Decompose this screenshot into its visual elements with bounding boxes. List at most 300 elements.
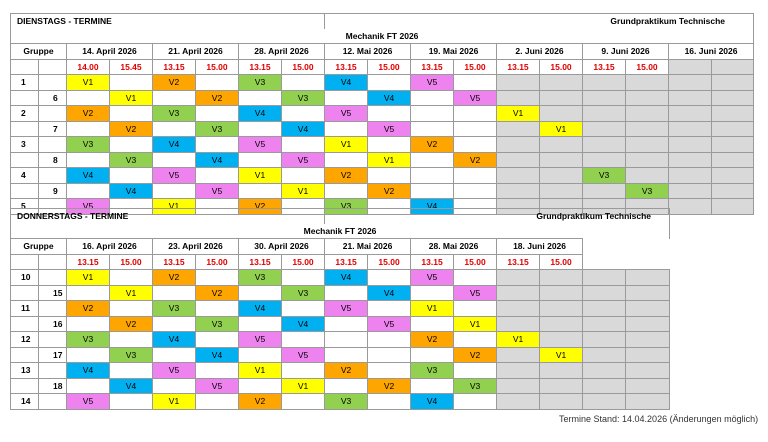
empty-cell <box>454 121 497 137</box>
empty-cell <box>153 152 196 168</box>
experiment-slot: V5 <box>153 363 196 379</box>
empty-cell <box>153 378 196 394</box>
group-number <box>11 121 39 137</box>
empty-cell <box>110 75 153 91</box>
empty-cell <box>454 301 497 317</box>
empty-cell <box>67 316 110 332</box>
time-header: 15.45 <box>110 59 153 75</box>
unavailable-cell <box>583 363 626 379</box>
empty-cell <box>325 378 368 394</box>
experiment-slot: V1 <box>67 270 110 286</box>
experiment-slot: V3 <box>239 75 282 91</box>
unavailable-cell <box>626 168 669 184</box>
experiment-slot: V5 <box>454 90 497 106</box>
group-number-secondary <box>39 394 67 410</box>
date-header: 16. Juni 2026 <box>669 44 754 60</box>
empty-cell <box>368 347 411 363</box>
unavailable-cell <box>626 394 670 410</box>
experiment-slot: V4 <box>368 285 411 301</box>
experiment-slot: V3 <box>67 332 110 348</box>
unavailable-cell <box>712 199 754 215</box>
unavailable-cell <box>712 121 754 137</box>
group-number: 1 <box>11 75 39 91</box>
date-header: 18. Juni 2026 <box>497 239 583 255</box>
experiment-slot: V2 <box>454 152 497 168</box>
empty-cell <box>411 152 454 168</box>
experiment-slot: V1 <box>239 168 282 184</box>
group-number: 11 <box>11 301 39 317</box>
unavailable-cell <box>626 363 670 379</box>
empty-cell <box>239 152 282 168</box>
group-row <box>11 378 670 394</box>
unavailable-cell <box>583 394 626 410</box>
unavailable-cell <box>669 75 712 91</box>
experiment-slot: V3 <box>239 270 282 286</box>
time-header: 13.15 <box>239 254 282 270</box>
experiment-slot: V4 <box>282 121 325 137</box>
experiment-slot: V2 <box>411 137 454 153</box>
empty-cell <box>153 121 196 137</box>
empty-cell <box>196 394 239 410</box>
experiment-slot: V3 <box>153 301 196 317</box>
empty-cell <box>282 332 325 348</box>
experiment-slot: V5 <box>411 270 454 286</box>
unavailable-cell <box>583 137 626 153</box>
group-row <box>11 152 754 168</box>
empty-cell <box>454 332 497 348</box>
empty-cell <box>239 378 282 394</box>
empty-cell <box>325 152 368 168</box>
empty-cell <box>325 90 368 106</box>
unavailable-cell <box>583 270 626 286</box>
experiment-slot: V3 <box>196 121 239 137</box>
experiment-slot: V5 <box>368 121 411 137</box>
empty-cell <box>196 332 239 348</box>
empty-cell <box>153 285 196 301</box>
time-header: 15.00 <box>368 59 411 75</box>
empty-cell <box>411 90 454 106</box>
unavailable-cell <box>540 152 583 168</box>
unavailable-cell <box>583 316 626 332</box>
experiment-slot: V1 <box>67 75 110 91</box>
status-footer: Termine Stand: 14.04.2026 (Änderungen möglich) <box>559 414 759 424</box>
group-row <box>11 106 754 122</box>
tuesday-schedule-table <box>10 13 754 215</box>
experiment-slot: V1 <box>110 285 153 301</box>
date-header: 28. April 2026 <box>239 44 325 60</box>
unavailable-cell <box>583 332 626 348</box>
empty-cell <box>282 301 325 317</box>
group-row <box>11 75 754 91</box>
date-header: 28. Mai 2026 <box>411 239 497 255</box>
experiment-slot: V2 <box>196 90 239 106</box>
unavailable-cell <box>626 270 670 286</box>
group-row <box>11 394 670 410</box>
unavailable-cell <box>497 378 540 394</box>
unavailable-cell <box>540 316 583 332</box>
empty-cell <box>39 254 67 270</box>
empty-cell <box>110 301 153 317</box>
unavailable-cell <box>626 285 670 301</box>
experiment-slot: V5 <box>325 301 368 317</box>
experiment-slot: V1 <box>411 301 454 317</box>
empty-cell <box>454 183 497 199</box>
group-number-secondary <box>39 301 67 317</box>
empty-cell <box>153 90 196 106</box>
empty-cell <box>196 75 239 91</box>
group-column-header: Gruppe <box>11 239 67 255</box>
experiment-slot: V1 <box>282 183 325 199</box>
empty-cell <box>411 183 454 199</box>
unavailable-cell <box>540 75 583 91</box>
group-number-secondary <box>39 332 67 348</box>
empty-cell <box>11 254 39 270</box>
empty-cell <box>454 137 497 153</box>
time-header: 13.15 <box>325 59 368 75</box>
group-number-secondary <box>39 106 67 122</box>
empty-cell <box>411 316 454 332</box>
unavailable-cell <box>583 301 626 317</box>
unavailable-cell <box>626 332 670 348</box>
empty-cell <box>196 106 239 122</box>
group-number: 14 <box>11 394 39 410</box>
time-header: 13.15 <box>67 254 110 270</box>
empty-cell <box>110 106 153 122</box>
unavailable-cell <box>497 301 540 317</box>
unavailable-cell <box>540 270 583 286</box>
empty-cell <box>67 152 110 168</box>
experiment-slot: V5 <box>368 316 411 332</box>
unavailable-cell <box>583 106 626 122</box>
experiment-slot: V3 <box>153 106 196 122</box>
empty-cell <box>368 106 411 122</box>
unavailable-cell <box>669 183 712 199</box>
empty-cell <box>239 121 282 137</box>
date-header: 2. Juni 2026 <box>497 44 583 60</box>
experiment-slot: V3 <box>282 90 325 106</box>
group-row <box>11 183 754 199</box>
empty-cell <box>196 363 239 379</box>
experiment-slot: V1 <box>153 199 196 215</box>
experiment-slot: V5 <box>196 183 239 199</box>
experiment-slot: V5 <box>67 394 110 410</box>
group-number <box>11 183 39 199</box>
group-number <box>11 378 39 394</box>
empty-cell <box>325 121 368 137</box>
empty-cell <box>368 75 411 91</box>
empty-cell <box>282 137 325 153</box>
experiment-slot: V1 <box>497 106 540 122</box>
empty-cell <box>325 332 368 348</box>
unavailable-cell <box>669 106 712 122</box>
empty-cell <box>282 363 325 379</box>
empty-cell <box>67 285 110 301</box>
time-header: 15.00 <box>540 254 583 270</box>
unavailable-cell <box>583 152 626 168</box>
experiment-slot: V2 <box>153 75 196 91</box>
experiment-slot: V4 <box>239 106 282 122</box>
experiment-slot: V4 <box>368 90 411 106</box>
unavailable-cell <box>497 152 540 168</box>
empty-cell <box>110 168 153 184</box>
group-number <box>11 90 39 106</box>
unavailable-cell <box>669 137 712 153</box>
empty-cell <box>196 270 239 286</box>
group-row <box>11 168 754 184</box>
experiment-slot: V2 <box>411 332 454 348</box>
experiment-slot: V2 <box>67 106 110 122</box>
unavailable-cell <box>669 168 712 184</box>
empty-cell <box>239 285 282 301</box>
unavailable-cell <box>712 168 754 184</box>
group-number-secondary <box>39 137 67 153</box>
group-row <box>11 285 670 301</box>
thursday-time-header-row <box>11 254 670 270</box>
unavailable-cell <box>626 121 669 137</box>
unavailable-cell <box>540 363 583 379</box>
experiment-slot: V2 <box>67 301 110 317</box>
group-number-secondary: 16 <box>39 316 67 332</box>
unavailable-cell <box>540 137 583 153</box>
group-number: 12 <box>11 332 39 348</box>
unavailable-cell <box>540 394 583 410</box>
empty-cell <box>153 347 196 363</box>
experiment-slot: V1 <box>110 90 153 106</box>
empty-cell <box>411 106 454 122</box>
empty-cell <box>411 347 454 363</box>
empty-cell <box>411 285 454 301</box>
experiment-slot: V5 <box>282 347 325 363</box>
experiment-slot: V5 <box>67 199 110 215</box>
unavailable-cell <box>497 316 540 332</box>
experiment-slot: V3 <box>110 152 153 168</box>
experiment-slot: V3 <box>583 168 626 184</box>
time-header: 15.00 <box>626 59 669 75</box>
empty-cell <box>454 394 497 410</box>
empty-cell <box>153 183 196 199</box>
group-row <box>11 137 754 153</box>
unavailable-cell <box>583 121 626 137</box>
experiment-slot: V5 <box>282 152 325 168</box>
date-header: 21. April 2026 <box>153 44 239 60</box>
experiment-slot: V5 <box>239 137 282 153</box>
experiment-slot: V4 <box>325 75 368 91</box>
experiment-slot: V1 <box>282 378 325 394</box>
empty-cell <box>411 121 454 137</box>
unavailable-cell <box>669 90 712 106</box>
experiment-slot: V5 <box>196 378 239 394</box>
unavailable-cell <box>626 152 669 168</box>
unavailable-cell <box>497 285 540 301</box>
empty-cell <box>39 59 67 75</box>
date-header: 16. April 2026 <box>67 239 153 255</box>
empty-cell <box>196 301 239 317</box>
experiment-slot: V4 <box>282 316 325 332</box>
empty-cell <box>368 363 411 379</box>
group-number-secondary <box>39 363 67 379</box>
unavailable-cell <box>626 90 669 106</box>
unavailable-cell <box>712 75 754 91</box>
experiment-slot: V4 <box>110 183 153 199</box>
unavailable-cell <box>583 90 626 106</box>
group-number-secondary: 6 <box>39 90 67 106</box>
unavailable-cell <box>712 137 754 153</box>
empty-cell <box>411 168 454 184</box>
empty-cell <box>368 301 411 317</box>
experiment-slot: V4 <box>411 199 454 215</box>
unavailable-cell <box>583 75 626 91</box>
experiment-slot: V3 <box>411 363 454 379</box>
experiment-slot: V1 <box>239 363 282 379</box>
empty-cell <box>325 347 368 363</box>
time-header: 13.15 <box>583 59 626 75</box>
experiment-slot: V3 <box>67 137 110 153</box>
experiment-slot: V4 <box>239 301 282 317</box>
group-number: 10 <box>11 270 39 286</box>
group-number-secondary: 8 <box>39 152 67 168</box>
unavailable-cell <box>540 106 583 122</box>
unavailable-cell <box>497 363 540 379</box>
experiment-slot: V4 <box>153 137 196 153</box>
empty-cell <box>454 75 497 91</box>
empty-cell <box>368 168 411 184</box>
experiment-slot: V5 <box>454 285 497 301</box>
experiment-slot: V3 <box>196 316 239 332</box>
unavailable-cell <box>583 347 626 363</box>
empty-cell <box>368 332 411 348</box>
empty-cell <box>110 137 153 153</box>
empty-cell <box>325 183 368 199</box>
empty-cell <box>67 347 110 363</box>
tuesday-date-header-row <box>11 44 754 60</box>
unavailable-cell <box>626 106 669 122</box>
unavailable-cell <box>497 347 540 363</box>
group-number <box>11 285 39 301</box>
empty-cell <box>67 90 110 106</box>
time-header: 15.00 <box>110 254 153 270</box>
group-number: 5 <box>11 199 39 215</box>
unavailable-cell <box>497 270 540 286</box>
time-header: 15.00 <box>368 254 411 270</box>
thursday-course-title: Grundpraktikum Technische <box>325 209 670 224</box>
empty-cell <box>196 137 239 153</box>
empty-cell <box>282 75 325 91</box>
experiment-slot: V2 <box>196 285 239 301</box>
group-number-secondary: 17 <box>39 347 67 363</box>
time-header: 13.15 <box>497 254 540 270</box>
time-header: 15.00 <box>196 59 239 75</box>
experiment-slot: V1 <box>497 332 540 348</box>
experiment-slot: V4 <box>67 363 110 379</box>
empty-cell <box>368 394 411 410</box>
date-header: 12. Mai 2026 <box>325 44 411 60</box>
experiment-slot: V3 <box>325 394 368 410</box>
experiment-slot: V4 <box>196 347 239 363</box>
unavailable-cell <box>497 90 540 106</box>
experiment-slot: V1 <box>368 152 411 168</box>
empty-cell <box>110 332 153 348</box>
empty-cell <box>153 316 196 332</box>
empty-cell <box>454 168 497 184</box>
group-column-header: Gruppe <box>11 44 67 60</box>
unavailable-cell <box>497 394 540 410</box>
date-header: 23. April 2026 <box>153 239 239 255</box>
unavailable-cell <box>540 183 583 199</box>
unavailable-cell <box>540 301 583 317</box>
empty-cell <box>67 121 110 137</box>
time-header: 15.00 <box>282 254 325 270</box>
group-number <box>11 152 39 168</box>
tuesday-title: DIENSTAGS - TERMINE <box>11 14 325 29</box>
time-header: 13.15 <box>325 254 368 270</box>
unavailable-cell <box>540 90 583 106</box>
empty-cell <box>110 363 153 379</box>
time-header: 15.00 <box>454 59 497 75</box>
experiment-slot: V5 <box>153 168 196 184</box>
unavailable-cell <box>626 378 670 394</box>
experiment-slot: V4 <box>153 332 196 348</box>
empty-cell <box>368 270 411 286</box>
unavailable-cell <box>669 59 712 75</box>
unavailable-cell <box>540 332 583 348</box>
time-header: 13.15 <box>153 59 196 75</box>
unavailable-cell <box>669 199 712 215</box>
empty-cell <box>67 378 110 394</box>
empty-cell <box>282 394 325 410</box>
empty-cell <box>454 363 497 379</box>
time-header: 15.00 <box>540 59 583 75</box>
experiment-slot: V5 <box>239 332 282 348</box>
tuesday-course-title: Grundpraktikum Technische <box>325 14 754 29</box>
group-number-secondary <box>39 270 67 286</box>
time-header: 15.00 <box>282 59 325 75</box>
empty-cell <box>325 316 368 332</box>
time-header: 13.15 <box>239 59 282 75</box>
unavailable-cell <box>669 121 712 137</box>
experiment-slot: V3 <box>454 378 497 394</box>
empty-cell <box>239 347 282 363</box>
group-number: 4 <box>11 168 39 184</box>
group-row <box>11 90 754 106</box>
experiment-slot: V3 <box>110 347 153 363</box>
date-header: 21. Mai 2026 <box>325 239 411 255</box>
unavailable-cell <box>712 152 754 168</box>
empty-cell <box>282 168 325 184</box>
thursday-title: DONNERSTAGS - TERMINE <box>11 209 325 224</box>
group-number-secondary: 7 <box>39 121 67 137</box>
empty-cell <box>110 270 153 286</box>
unavailable-cell <box>583 285 626 301</box>
empty-cell <box>454 270 497 286</box>
experiment-slot: V3 <box>282 285 325 301</box>
experiment-slot: V2 <box>239 199 282 215</box>
group-row <box>11 363 670 379</box>
unavailable-cell <box>540 378 583 394</box>
experiment-slot: V4 <box>411 394 454 410</box>
experiment-slot: V2 <box>454 347 497 363</box>
group-number: 3 <box>11 137 39 153</box>
date-header: 19. Mai 2026 <box>411 44 497 60</box>
empty-cell <box>239 316 282 332</box>
unavailable-cell <box>497 121 540 137</box>
unavailable-cell <box>669 152 712 168</box>
experiment-slot: V4 <box>67 168 110 184</box>
experiment-slot: V2 <box>368 183 411 199</box>
experiment-slot: V4 <box>196 152 239 168</box>
group-row <box>11 316 670 332</box>
empty-cell <box>196 168 239 184</box>
group-number <box>11 316 39 332</box>
